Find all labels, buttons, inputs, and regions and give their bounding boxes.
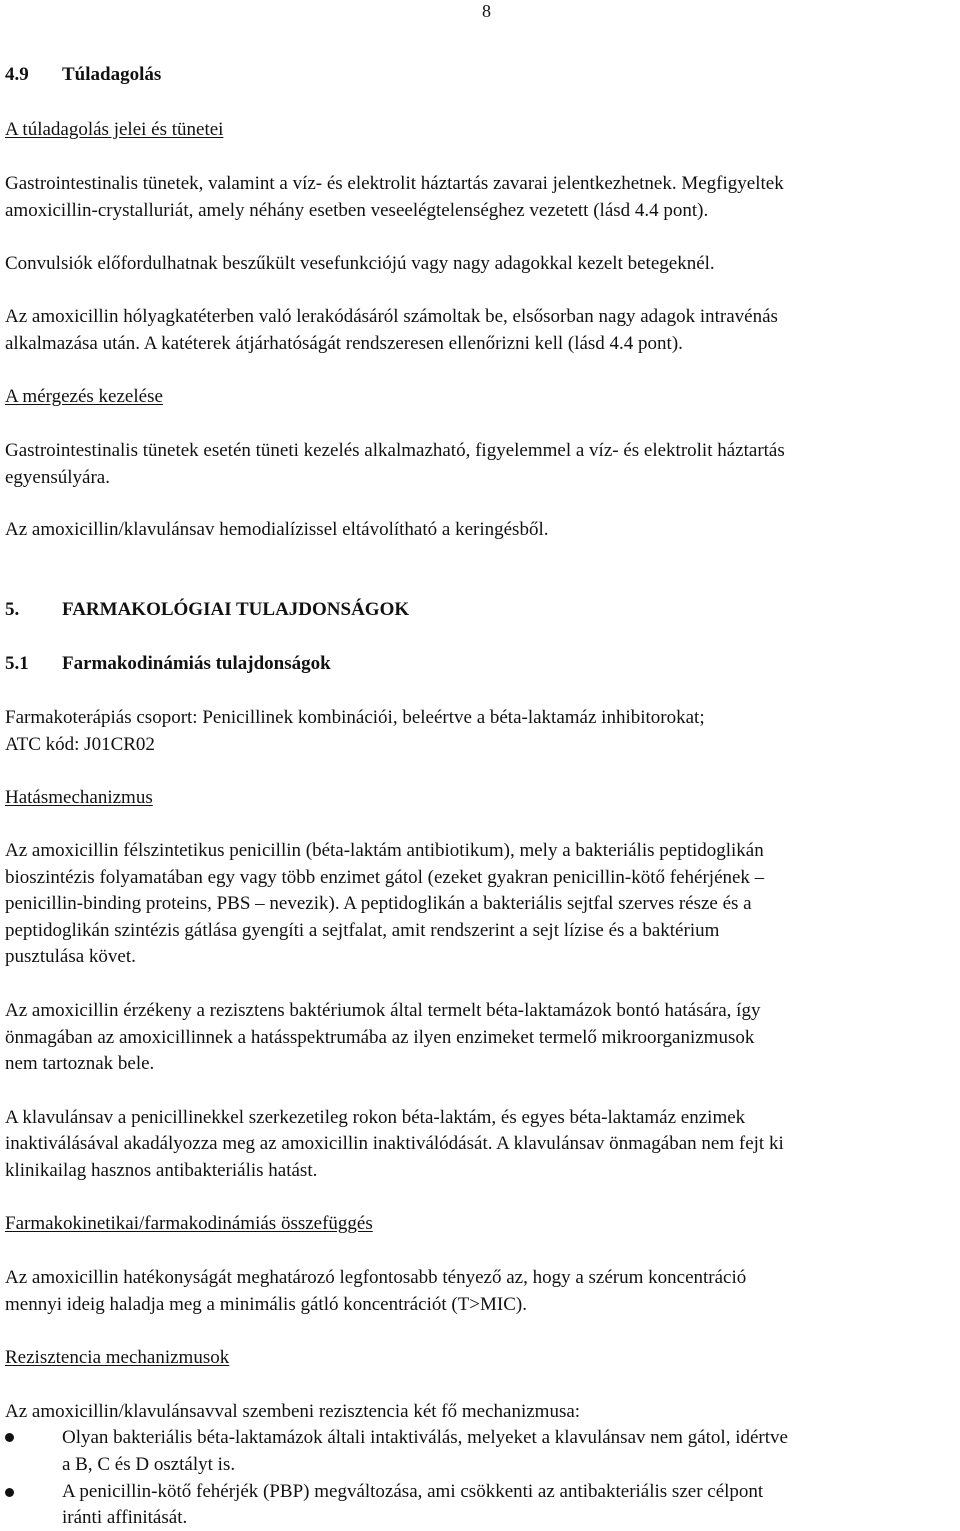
atc-line2: ATC kód: J01CR02 xyxy=(5,734,155,755)
bullet-1-line2: a B, C és D osztályt is. xyxy=(62,1454,236,1475)
overdose-p1-line2: amoxicillin-crystalluriát, amely néhány esetben veseelégtelenséghez vezetett (lásd 4.4 pont). xyxy=(5,200,709,221)
resistance-heading: Rezisztencia mechanizmusok xyxy=(5,1347,230,1368)
mechanism-p1-line2: bioszintézis folyamatában egy vagy több enzimet gátol (ezeket gyakran penicillin-kötő fehérjének – xyxy=(5,867,765,888)
mechanism-p2-line3: nem tartoznak bele. xyxy=(5,1053,155,1074)
pkpd-p1-line2: mennyi ideig haladja meg a minimális gátló koncentrációt (T>MIC). xyxy=(5,1294,527,1315)
section-4-9-title: Túladagolás xyxy=(62,64,162,85)
document-page xyxy=(5,0,955,1527)
mechanism-p3-line2: inaktiválásával akadályozza meg az amoxicillin inaktiválódását. A klavulánsav önmagában nem fejt ki xyxy=(5,1133,784,1154)
mechanism-p1-line3: penicillin-binding proteins, PBS – nevezik). A peptidoglikán a bakteriális sejtfal szerves része és a xyxy=(5,893,752,914)
poisoning-p1-line1: Gastrointestinalis tünetek esetén tüneti kezelés alkalmazható, figyelemmel a víz- és elektrolit háztartás xyxy=(5,440,785,461)
bullet-2-line2: iránti affinitását. xyxy=(62,1507,188,1528)
bullet-1-line1: Olyan bakteriális béta-laktamázok általi intaktiválás, melyeket a klavulánsav nem gátol, idértve xyxy=(62,1427,788,1448)
mechanism-p3-line3: klinikailag hasznos antibakteriális hatást. xyxy=(5,1160,318,1181)
mechanism-p3-line1: A klavulánsav a penicillinekkel szerkezetileg rokon béta-laktám, és egyes béta-laktamáz enzimek xyxy=(5,1107,746,1128)
resistance-intro: Az amoxicillin/klavulánsavval szembeni rezisztencia két fő mechanizmusa: xyxy=(5,1401,581,1422)
section-5-1-heading xyxy=(5,650,331,677)
pkpd-p1-line1: Az amoxicillin hatékonyságát meghatározó legfontosabb tényező az, hogy a szérum koncentráció xyxy=(5,1267,747,1288)
mechanism-heading: Hatásmechanizmus xyxy=(5,787,153,808)
mechanism-p1-line5: pusztulása követ. xyxy=(5,946,136,967)
section-5-heading xyxy=(5,596,409,623)
poisoning-treatment-heading: A mérgezés kezelése xyxy=(5,386,163,407)
overdose-p1-line1: Gastrointestinalis tünetek, valamint a víz- és elektrolit háztartás zavarai jelentkezhetnek. Megfigyeltek xyxy=(5,173,784,194)
overdose-p2-line1: Convulsiók előfordulhatnak beszűkült vesefunkciójú vagy nagy adagokkal kezelt betegeknél. xyxy=(5,253,715,274)
poisoning-p2-line1: Az amoxicillin/klavulánsav hemodialízissel eltávolítható a keringésből. xyxy=(5,519,549,540)
section-4-9-heading xyxy=(5,61,161,88)
overdose-signs-heading: A túladagolás jelei és tünetei xyxy=(5,119,224,140)
mechanism-p2-line1: Az amoxicillin érzékeny a rezisztens baktériumok által termelt béta-laktamázok bontó hatására, így xyxy=(5,1000,761,1021)
bullet-dot xyxy=(5,1488,14,1497)
section-4-9-number: 4.9 xyxy=(5,64,29,85)
section-5-title: FARMAKOLÓGIAI TULAJDONSÁGOK xyxy=(62,599,410,620)
bullet-2-line1: A penicillin-kötő fehérjék (PBP) megváltozása, ami csökkenti az antibakteriális szer célpont xyxy=(62,1481,764,1502)
overdose-p3-line2: alkalmazása után. A katéterek átjárhatóságát rendszeresen ellenőrizni kell (lásd 4.4 pont). xyxy=(5,333,683,354)
bullet-dot xyxy=(5,1433,14,1442)
pkpd-heading: Farmakokinetikai/farmakodinámiás összefüggés xyxy=(5,1213,373,1234)
page-number: 8 xyxy=(482,1,491,21)
atc-line1: Farmakoterápiás csoport: Penicillinek kombinációi, beleértve a béta-laktamáz inhibitorokat; xyxy=(5,707,705,728)
section-5-1-number: 5.1 xyxy=(5,653,29,674)
section-5-number: 5. xyxy=(5,599,20,620)
poisoning-p1-line2: egyensúlyára. xyxy=(5,467,110,488)
overdose-p3-line1: Az amoxicillin hólyagkatéterben való lerakódásáról számoltak be, elsősorban nagy adagok intravénás xyxy=(5,306,778,327)
mechanism-p2-line2: önmagában az amoxicillinnek a hatásspektrumába az ilyen enzimeket termelő mikroorganizmusok xyxy=(5,1027,755,1048)
section-5-1-title: Farmakodinámiás tulajdonságok xyxy=(62,653,331,674)
mechanism-p1-line1: Az amoxicillin félszintetikus penicillin (béta-laktám antibiotikum), mely a bakteriális peptidoglikán xyxy=(5,840,764,861)
mechanism-p1-line4: peptidoglikán szintézis gátlása gyengíti a sejtfalat, amit rendszerint a sejt lízise és a baktérium xyxy=(5,920,720,941)
